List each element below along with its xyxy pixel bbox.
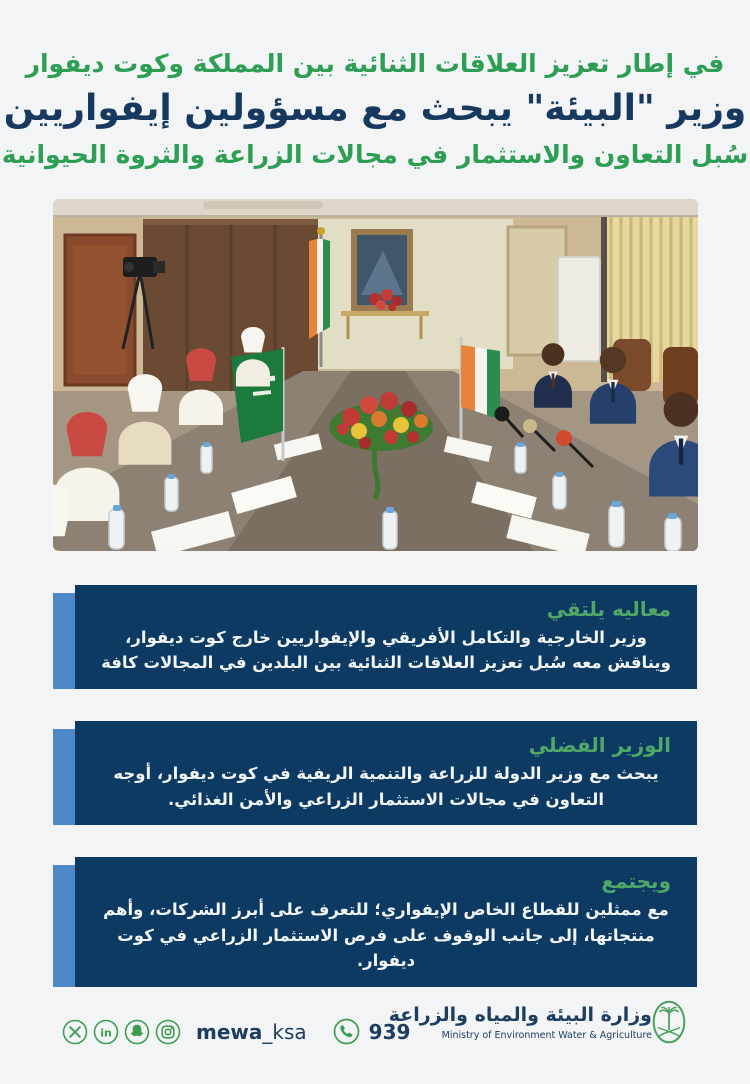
header-subtitle-bottom: سُبل التعاون والاستثمار في مجالات الزراعة والثروة الحيوانية <box>1 139 749 169</box>
section-minister-alfadhli <box>53 721 697 825</box>
svg-text:in: in <box>100 1026 112 1039</box>
section-meets-minister <box>53 585 697 689</box>
ministry-name-ar: وزارة البيئة والمياه والزراعة <box>388 1004 652 1027</box>
section-title: الوزير الفضلي <box>528 733 671 758</box>
sections <box>53 585 697 987</box>
section-accent-strip <box>53 593 75 689</box>
saudi-emblem-icon <box>652 1000 686 1044</box>
linkedin-icon[interactable] <box>93 1019 119 1045</box>
header-subtitle-top: في إطار تعزيز العلاقات الثنائية بين المملكة وكوت ديفوار <box>25 49 725 78</box>
ministry-name <box>389 1003 652 1041</box>
section-accent-strip <box>53 865 75 987</box>
meeting-photo <box>53 199 698 551</box>
ministry-logo <box>378 1000 686 1044</box>
footer-contact <box>62 1018 410 1045</box>
instagram-icon[interactable] <box>155 1019 181 1045</box>
section-body: يبحث مع وزير الدولة للزراعة والتنمية الريفية في كوت ديفوار، أوجه التعاون في مجالات الاستثمار الزراعي والأمن الغذائي. <box>113 764 659 809</box>
social-handle[interactable]: mewa_ksa <box>196 1019 307 1044</box>
x-icon[interactable] <box>62 1019 88 1045</box>
section-accent-strip <box>53 729 75 825</box>
header <box>0 0 750 173</box>
section-box <box>75 721 697 825</box>
section-box <box>75 585 697 689</box>
meeting-photo-illustration <box>53 199 698 551</box>
ministry-name-en: Ministry of Environment Water & Agriculture <box>441 1029 652 1041</box>
phone-icon <box>333 1018 360 1045</box>
snapchat-icon[interactable] <box>124 1019 150 1045</box>
section-title: ويجتمع <box>601 869 671 894</box>
section-box <box>75 857 697 987</box>
phone-number[interactable]: 939 <box>368 1019 411 1044</box>
section-body: وزير الخارجية والتكامل الأفريقي والإيفواريين خارج كوت ديفوار، ويناقش معه سُبل تعزيز العلاقات الثنائية بين البلدين في المجالات كافة <box>101 627 671 673</box>
page-title: وزير "البيئة" يبحث مع مسؤولين إيفواريين <box>3 88 747 130</box>
section-title: معاليه يلتقي <box>546 596 671 621</box>
section-private-sector <box>53 857 697 987</box>
section-body: مع ممثلين للقطاع الخاص الإيفواري؛ للتعرف على أبرز الشركات، وأهم منتجاتها، إلى جانب الوقوف على فرص الاستثمار الزراعي في كوت ديفوار. <box>103 900 669 971</box>
